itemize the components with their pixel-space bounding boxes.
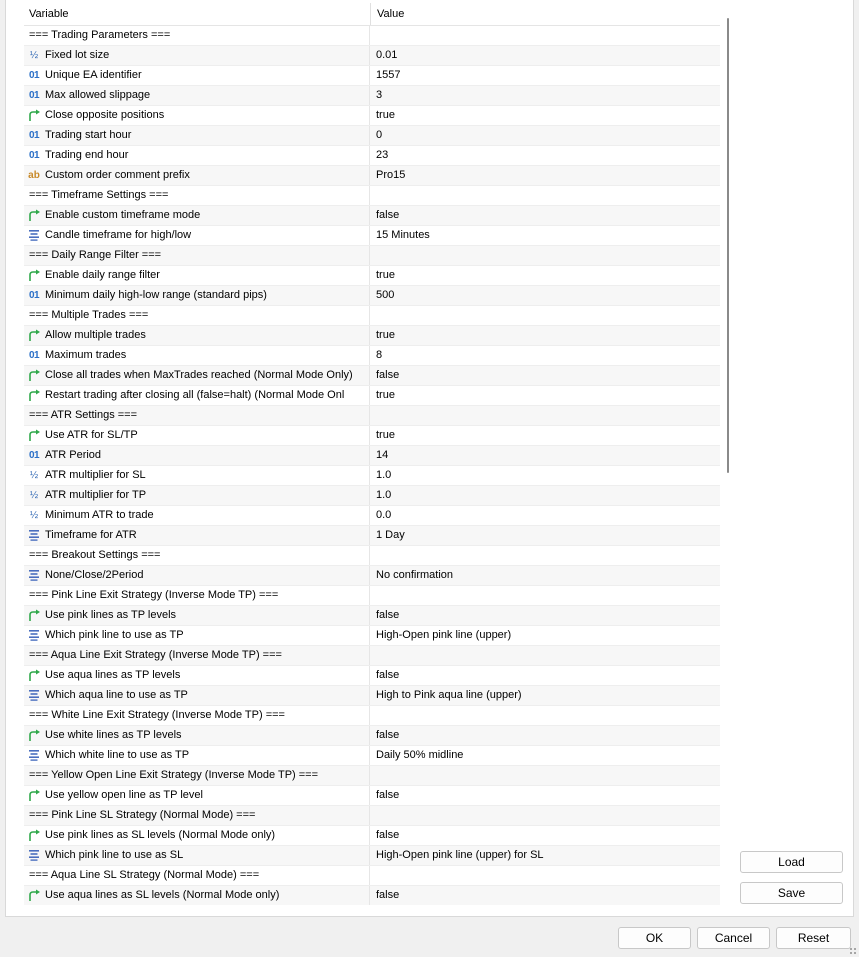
variable-label: Use aqua lines as TP levels: [45, 669, 181, 681]
variable-label: Which aqua line to use as TP: [45, 689, 188, 701]
value-cell: [371, 26, 720, 45]
variable-cell: [24, 46, 370, 65]
value-cell[interactable]: [371, 666, 720, 685]
value-text: true: [376, 329, 395, 341]
variable-label: Which pink line to use as TP: [45, 629, 184, 641]
variable-label: Unique EA identifier: [45, 69, 142, 81]
variable-label: Which pink line to use as SL: [45, 849, 184, 861]
variable-cell: [24, 206, 370, 225]
section-row[interactable]: [24, 866, 720, 886]
value-text: false: [376, 889, 400, 901]
value-cell[interactable]: [371, 166, 720, 185]
value-cell[interactable]: [371, 446, 720, 465]
variable-cell: [24, 426, 370, 445]
integer-type-icon: 01: [28, 150, 40, 161]
integer-type-icon: 01: [28, 90, 40, 101]
value-cell: [371, 586, 720, 605]
table-row[interactable]: [24, 146, 720, 166]
variable-cell: [24, 726, 370, 745]
value-text: 8: [376, 349, 383, 361]
double-type-icon: ½: [29, 510, 39, 521]
value-text: 23: [376, 149, 389, 161]
bool-arrow-icon: [27, 729, 41, 742]
table-row[interactable]: [24, 826, 720, 846]
enum-list-icon: [27, 689, 41, 702]
value-text: 1.0: [376, 489, 392, 501]
table-row[interactable]: [24, 86, 720, 106]
value-text: false: [376, 609, 400, 621]
variable-cell: [24, 646, 370, 665]
bool-arrow-icon: [27, 329, 41, 342]
value-text: 14: [376, 449, 389, 461]
section-row[interactable]: [24, 306, 720, 326]
bool-arrow-icon: [27, 389, 41, 402]
variable-cell: [24, 686, 370, 705]
value-text: 1 Day: [376, 529, 405, 541]
variable-cell: [24, 806, 370, 825]
variable-cell: [24, 566, 370, 585]
section-row[interactable]: [24, 646, 720, 666]
integer-type-icon: 01: [28, 290, 40, 301]
variable-label: Max allowed slippage: [45, 89, 151, 101]
variable-label: ATR Period: [45, 449, 102, 461]
value-text: 0: [376, 129, 383, 141]
value-cell: [371, 646, 720, 665]
table-row[interactable]: [24, 786, 720, 806]
value-cell[interactable]: [371, 206, 720, 225]
header-variable[interactable]: Variable: [29, 8, 69, 20]
cancel-button[interactable]: Cancel: [697, 927, 770, 949]
variable-cell: [24, 366, 370, 385]
variable-label: Trading start hour: [45, 129, 132, 141]
value-text: false: [376, 209, 400, 221]
variable-label: Trading end hour: [45, 149, 129, 161]
variable-cell: [24, 486, 370, 505]
value-cell[interactable]: [371, 126, 720, 145]
value-cell[interactable]: [371, 606, 720, 625]
variable-label: Custom order comment prefix: [45, 169, 190, 181]
double-type-icon: ½: [29, 50, 39, 61]
value-cell[interactable]: [371, 826, 720, 845]
value-text: 0.01: [376, 49, 398, 61]
variable-cell: [24, 326, 370, 345]
variable-label: Minimum ATR to trade: [45, 509, 154, 521]
variable-label: Maximum trades: [45, 349, 127, 361]
table-row[interactable]: [24, 426, 720, 446]
variable-label: Enable custom timeframe mode: [45, 209, 201, 221]
variable-cell: [24, 706, 370, 725]
variable-cell: [24, 86, 370, 105]
value-cell[interactable]: [371, 86, 720, 105]
bool-arrow-icon: [27, 269, 41, 282]
value-cell[interactable]: [371, 466, 720, 485]
reset-button[interactable]: Reset: [776, 927, 851, 949]
variable-cell: [24, 586, 370, 605]
variable-cell: [24, 186, 370, 205]
variable-cell: [24, 626, 370, 645]
inputs-panel: [5, 0, 854, 917]
table-row[interactable]: [24, 726, 720, 746]
bool-arrow-icon: [27, 889, 41, 902]
section-label: === Breakout Settings ===: [29, 549, 161, 561]
value-text: false: [376, 669, 400, 681]
value-cell[interactable]: [371, 746, 720, 765]
variable-label: Use aqua lines as SL levels (Normal Mode only): [45, 889, 280, 901]
section-label: === ATR Settings ===: [29, 409, 138, 421]
value-cell: [371, 406, 720, 425]
variable-cell: [24, 546, 370, 565]
value-cell[interactable]: [371, 626, 720, 645]
value-text: 1.0: [376, 469, 392, 481]
variable-cell: [24, 606, 370, 625]
integer-type-icon: 01: [28, 70, 40, 81]
value-cell: [371, 706, 720, 725]
table-row[interactable]: [24, 466, 720, 486]
section-row[interactable]: [24, 186, 720, 206]
value-text: High to Pink aqua line (upper): [376, 689, 522, 701]
enum-list-icon: [27, 849, 41, 862]
bool-arrow-icon: [27, 829, 41, 842]
integer-type-icon: 01: [28, 450, 40, 461]
variable-label: Fixed lot size: [45, 49, 110, 61]
string-type-icon: ab: [28, 170, 40, 181]
variable-cell: [24, 166, 370, 185]
table-row[interactable]: [24, 886, 720, 905]
variable-cell: [24, 286, 370, 305]
double-type-icon: ½: [29, 490, 39, 501]
variable-cell: [24, 666, 370, 685]
section-row[interactable]: [24, 586, 720, 606]
table-row[interactable]: [24, 626, 720, 646]
variable-cell: [24, 506, 370, 525]
section-label: === White Line Exit Strategy (Inverse Mode TP) ===: [29, 709, 285, 721]
value-text: High-Open pink line (upper): [376, 629, 512, 641]
value-text: 0.0: [376, 509, 392, 521]
value-text: false: [376, 789, 400, 801]
value-cell: [371, 806, 720, 825]
variable-label: ATR multiplier for TP: [45, 489, 147, 501]
value-cell[interactable]: [371, 686, 720, 705]
table-row[interactable]: [24, 126, 720, 146]
ok-button[interactable]: OK: [618, 927, 691, 949]
variable-cell: [24, 246, 370, 265]
table-row[interactable]: [24, 386, 720, 406]
table-row[interactable]: [24, 486, 720, 506]
value-cell[interactable]: [371, 146, 720, 165]
variable-label: Allow multiple trades: [45, 329, 146, 341]
variable-cell: [24, 846, 370, 865]
table-row[interactable]: [24, 326, 720, 346]
variable-label: Restart trading after closing all (false=halt) (Normal Mode Onl: [45, 389, 345, 401]
value-text: High-Open pink line (upper) for SL: [376, 849, 544, 861]
table-row[interactable]: [24, 46, 720, 66]
section-row[interactable]: [24, 406, 720, 426]
value-text: false: [376, 369, 400, 381]
section-label: === Yellow Open Line Exit Strategy (Inverse Mode TP) ===: [29, 769, 319, 781]
section-row[interactable]: [24, 766, 720, 786]
value-cell[interactable]: [371, 226, 720, 245]
double-type-icon: ½: [29, 470, 39, 481]
value-cell[interactable]: [371, 526, 720, 545]
value-cell: [371, 546, 720, 565]
value-cell[interactable]: [371, 786, 720, 805]
value-text: true: [376, 109, 395, 121]
variable-cell: [24, 766, 370, 785]
variable-cell: [24, 106, 370, 125]
variable-label: Use pink lines as TP levels: [45, 609, 177, 621]
bool-arrow-icon: [27, 369, 41, 382]
variable-label: Minimum daily high-low range (standard pips): [45, 289, 267, 301]
table-rows: [24, 26, 720, 905]
variable-cell: [24, 786, 370, 805]
table-row[interactable]: [24, 346, 720, 366]
value-text: No confirmation: [376, 569, 454, 581]
table-row[interactable]: [24, 846, 720, 866]
value-text: 500: [376, 289, 395, 301]
bool-arrow-icon: [27, 789, 41, 802]
table-row[interactable]: [24, 506, 720, 526]
variable-label: Which white line to use as TP: [45, 749, 190, 761]
section-row[interactable]: [24, 706, 720, 726]
integer-type-icon: 01: [28, 130, 40, 141]
variable-label: Close all trades when MaxTrades reached (Normal Mode Only): [45, 369, 353, 381]
section-label: === Pink Line Exit Strategy (Inverse Mode TP) ===: [29, 589, 279, 601]
value-text: Pro15: [376, 169, 406, 181]
value-cell[interactable]: [371, 726, 720, 745]
section-row[interactable]: [24, 26, 720, 46]
section-row[interactable]: [24, 806, 720, 826]
scrollbar-thumb[interactable]: [727, 18, 729, 473]
section-label: === Aqua Line SL Strategy (Normal Mode) ===: [29, 869, 260, 881]
section-label: === Aqua Line Exit Strategy (Inverse Mode TP) ===: [29, 649, 282, 661]
variable-cell: [24, 826, 370, 845]
table-row[interactable]: [24, 266, 720, 286]
value-text: 15 Minutes: [376, 229, 430, 241]
table-row[interactable]: [24, 286, 720, 306]
value-cell[interactable]: [371, 366, 720, 385]
value-cell[interactable]: [371, 846, 720, 865]
variable-cell: [24, 886, 370, 905]
variable-cell: [24, 346, 370, 365]
value-cell: [371, 866, 720, 885]
value-text: true: [376, 429, 395, 441]
enum-list-icon: [27, 229, 41, 242]
section-label: === Multiple Trades ===: [29, 309, 149, 321]
variable-label: Use white lines as TP levels: [45, 729, 182, 741]
section-row[interactable]: [24, 246, 720, 266]
variable-cell: [24, 386, 370, 405]
variable-label: Use pink lines as SL levels (Normal Mode only): [45, 829, 276, 841]
enum-list-icon: [27, 749, 41, 762]
variable-label: Candle timeframe for high/low: [45, 229, 192, 241]
table-row[interactable]: [24, 606, 720, 626]
table-row[interactable]: [24, 746, 720, 766]
value-cell[interactable]: [371, 506, 720, 525]
variable-label: None/Close/2Period: [45, 569, 144, 581]
variable-cell: [24, 866, 370, 885]
bool-arrow-icon: [27, 609, 41, 622]
integer-type-icon: 01: [28, 350, 40, 361]
enum-list-icon: [27, 629, 41, 642]
bool-arrow-icon: [27, 109, 41, 122]
table-row[interactable]: [24, 446, 720, 466]
inputs-table: [24, 3, 720, 905]
table-row[interactable]: [24, 106, 720, 126]
variable-label: ATR multiplier for SL: [45, 469, 146, 481]
value-text: 3: [376, 89, 383, 101]
header-separator: [370, 3, 371, 25]
section-label: === Timeframe Settings ===: [29, 189, 169, 201]
bool-arrow-icon: [27, 209, 41, 222]
value-cell[interactable]: [371, 326, 720, 345]
table-row[interactable]: [24, 686, 720, 706]
table-row[interactable]: [24, 566, 720, 586]
value-cell[interactable]: [371, 266, 720, 285]
section-row[interactable]: [24, 546, 720, 566]
variable-cell: [24, 466, 370, 485]
value-text: true: [376, 389, 395, 401]
value-cell[interactable]: [371, 66, 720, 85]
value-cell: [371, 306, 720, 325]
value-text: false: [376, 829, 400, 841]
header-value[interactable]: Value: [377, 8, 405, 20]
section-label: === Daily Range Filter ===: [29, 249, 162, 261]
variable-cell: [24, 226, 370, 245]
variable-cell: [24, 266, 370, 285]
variable-cell: [24, 66, 370, 85]
section-label: === Pink Line SL Strategy (Normal Mode) ===: [29, 809, 256, 821]
variable-cell: [24, 746, 370, 765]
enum-list-icon: [27, 569, 41, 582]
load-button[interactable]: Load: [740, 851, 843, 873]
value-cell[interactable]: [371, 486, 720, 505]
bool-arrow-icon: [27, 429, 41, 442]
table-row[interactable]: [24, 366, 720, 386]
value-cell[interactable]: [371, 346, 720, 365]
value-cell: [371, 246, 720, 265]
value-cell[interactable]: [371, 426, 720, 445]
value-cell[interactable]: [371, 386, 720, 405]
variable-cell: [24, 306, 370, 325]
value-cell[interactable]: [371, 566, 720, 585]
value-cell[interactable]: [371, 106, 720, 125]
table-row[interactable]: [24, 206, 720, 226]
variable-label: Close opposite positions: [45, 109, 165, 121]
variable-label: Use ATR for SL/TP: [45, 429, 138, 441]
bool-arrow-icon: [27, 669, 41, 682]
value-cell[interactable]: [371, 46, 720, 65]
value-cell[interactable]: [371, 886, 720, 905]
value-text: Daily 50% midline: [376, 749, 464, 761]
variable-label: Timeframe for ATR: [45, 529, 137, 541]
table-row[interactable]: [24, 666, 720, 686]
resize-grip-icon[interactable]: [849, 947, 857, 955]
variable-cell: [24, 146, 370, 165]
variable-label: Enable daily range filter: [45, 269, 160, 281]
variable-cell: [24, 26, 370, 45]
variable-cell: [24, 406, 370, 425]
value-cell[interactable]: [371, 286, 720, 305]
section-label: === Trading Parameters ===: [29, 29, 171, 41]
table-row[interactable]: [24, 166, 720, 186]
variable-cell: [24, 446, 370, 465]
value-cell: [371, 186, 720, 205]
value-text: false: [376, 729, 400, 741]
enum-list-icon: [27, 529, 41, 542]
table-row[interactable]: [24, 66, 720, 86]
variable-cell: [24, 126, 370, 145]
table-header: [24, 3, 720, 26]
value-cell: [371, 766, 720, 785]
variable-cell: [24, 526, 370, 545]
save-button[interactable]: Save: [740, 882, 843, 904]
table-row[interactable]: [24, 526, 720, 546]
value-text: true: [376, 269, 395, 281]
variable-label: Use yellow open line as TP level: [45, 789, 203, 801]
table-row[interactable]: [24, 226, 720, 246]
value-text: 1557: [376, 69, 401, 81]
